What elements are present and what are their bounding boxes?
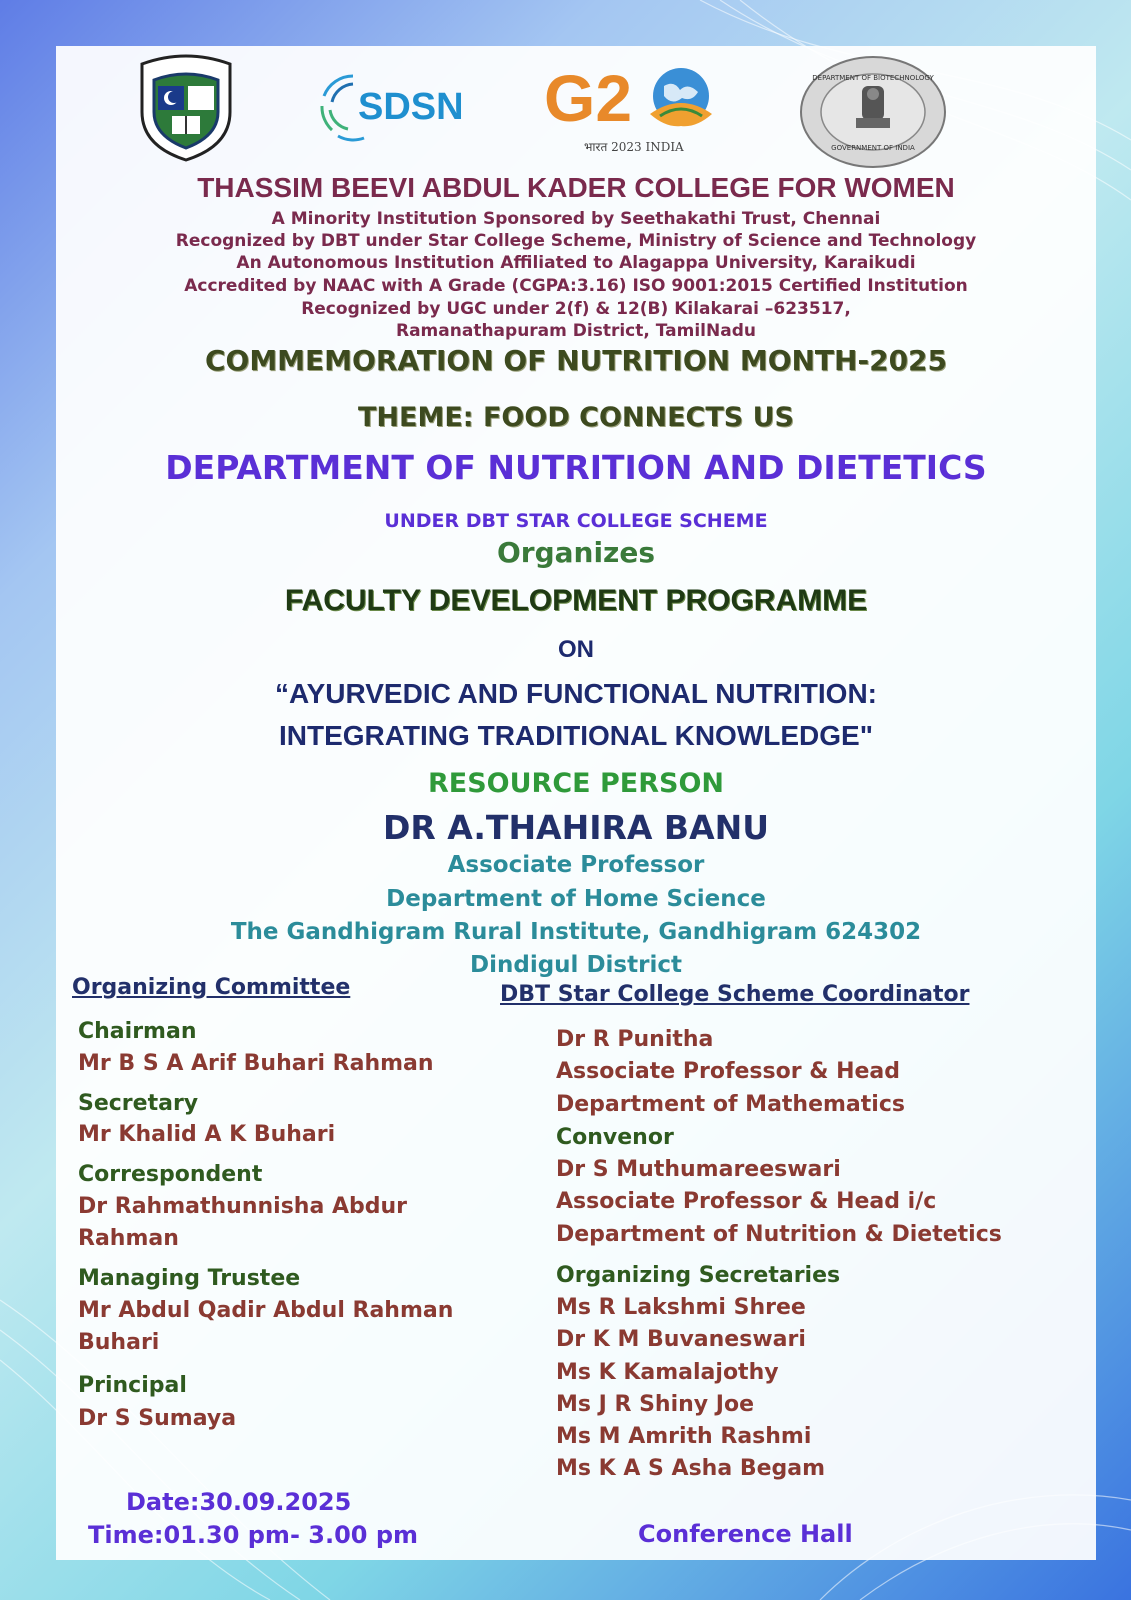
managing-trustee-name-line-2: Buhari — [78, 1330, 160, 1355]
sdsn-text: SDSN — [358, 86, 464, 128]
managing-trustee-name-line-1: Mr Abdul Qadir Abdul Rahman — [78, 1298, 454, 1323]
resource-person-district: Dindigul District — [470, 952, 682, 978]
fdp-title-line-2: INTEGRATING TRADITIONAL KNOWLEDGE" — [279, 720, 873, 751]
managing-trustee-label: Managing Trustee — [78, 1266, 301, 1291]
convenor-label: Convenor — [556, 1125, 674, 1150]
resource-person-department: Department of Home Science — [386, 886, 766, 912]
event-time: Time:01.30 pm- 3.00 pm — [88, 1521, 419, 1549]
organizing-secretary-3: Ms K Kamalajothy — [556, 1360, 779, 1385]
organizing-secretary-4: Ms J R Shiny Joe — [556, 1392, 755, 1417]
g20-subtext: भारत 2023 INDIA — [584, 140, 684, 154]
coordinator-department: Department of Mathematics — [556, 1092, 905, 1117]
chairman-name: Mr B S A Arif Buhari Rahman — [78, 1051, 434, 1076]
coordinator-heading: DBT Star College Scheme Coordinator — [500, 982, 970, 1007]
organizing-committee-heading: Organizing Committee — [72, 975, 351, 1000]
organizing-secretary-5: Ms M Amrith Rashmi — [556, 1424, 812, 1449]
secretary-label: Secretary — [78, 1091, 199, 1116]
college-crest-logo — [134, 54, 238, 162]
fdp-title-line-1: “AYURVEDIC AND FUNCTIONAL NUTRITION: — [274, 678, 877, 709]
theme-title: THEME: FOOD CONNECTS US — [358, 402, 794, 433]
institution-line-1: A Minority Institution Sponsored by Seethakathi Trust, Chennai — [271, 209, 881, 229]
scheme-title: UNDER DBT STAR COLLEGE SCHEME — [384, 510, 768, 532]
dbt-seal-top-text: DEPARTMENT OF BIOTECHNOLOGY — [812, 74, 934, 82]
dbt-seal-logo — [800, 56, 946, 168]
principal-name: Dr S Sumaya — [78, 1406, 237, 1431]
g20-logo — [544, 60, 734, 160]
coordinator-designation: Associate Professor & Head — [556, 1059, 901, 1084]
convenor-name: Dr S Muthumareeswari — [556, 1157, 841, 1182]
resource-person-designation: Associate Professor — [447, 852, 705, 878]
institution-name: THASSIM BEEVI ABDUL KADER COLLEGE FOR WOMEN — [197, 172, 955, 203]
institution-line-4: Accredited by NAAC with A Grade (CGPA:3.16) ISO 9001:2015 Certified Institution — [184, 276, 968, 296]
institution-line-5: Recognized by UGC under 2(f) & 12(B) Kilakarai –623517, — [301, 299, 851, 319]
on-label: ON — [558, 636, 594, 663]
secretary-name: Mr Khalid A K Buhari — [78, 1122, 336, 1147]
principal-label: Principal — [78, 1373, 187, 1398]
convenor-designation: Associate Professor & Head i/c — [556, 1189, 937, 1214]
resource-person-name: DR A.THAHIRA BANU — [382, 808, 770, 847]
dbt-seal-bottom-text: GOVERNMENT OF INDIA — [831, 144, 915, 152]
correspondent-name-line-1: Dr Rahmathunnisha Abdur — [78, 1194, 407, 1219]
poster-card — [56, 46, 1096, 1560]
resource-person-heading: RESOURCE PERSON — [427, 768, 725, 799]
commemoration-title: COMMEMORATION OF NUTRITION MONTH-2025 — [204, 344, 948, 377]
organizes-label: Organizes — [496, 536, 656, 569]
organizing-secretary-2: Dr K M Buvaneswari — [556, 1327, 806, 1352]
event-date: Date:30.09.2025 — [126, 1488, 352, 1516]
correspondent-label: Correspondent — [78, 1162, 263, 1187]
institution-line-3: An Autonomous Institution Affiliated to Alagappa University, Karaikudi — [236, 253, 916, 273]
programme-title: FACULTY DEVELOPMENT PROGRAMME — [284, 584, 868, 617]
organizing-secretaries-label: Organizing Secretaries — [556, 1263, 841, 1288]
resource-person-institute: The Gandhigram Rural Institute, Gandhigram 624302 — [230, 919, 922, 945]
event-venue: Conference Hall — [638, 1520, 853, 1548]
sdsn-logo — [318, 72, 488, 142]
logo-row — [56, 54, 1096, 174]
convenor-department: Department of Nutrition & Dietetics — [556, 1222, 1002, 1247]
correspondent-name-line-2: Rahman — [78, 1226, 179, 1251]
department-title: DEPARTMENT OF NUTRITION AND DIETETICS — [165, 448, 987, 487]
organizing-secretary-6: Ms K A S Asha Begam — [556, 1456, 826, 1481]
institution-line-6: Ramanathapuram District, TamilNadu — [396, 321, 756, 341]
g20-text: G2 — [544, 61, 633, 135]
institution-line-2: Recognized by DBT under Star College Scheme, Ministry of Science and Technology — [175, 231, 977, 251]
coordinator-name: Dr R Punitha — [556, 1027, 714, 1052]
chairman-label: Chairman — [78, 1019, 197, 1044]
organizing-secretary-1: Ms R Lakshmi Shree — [556, 1295, 806, 1320]
globe-lotus-icon — [644, 62, 718, 136]
